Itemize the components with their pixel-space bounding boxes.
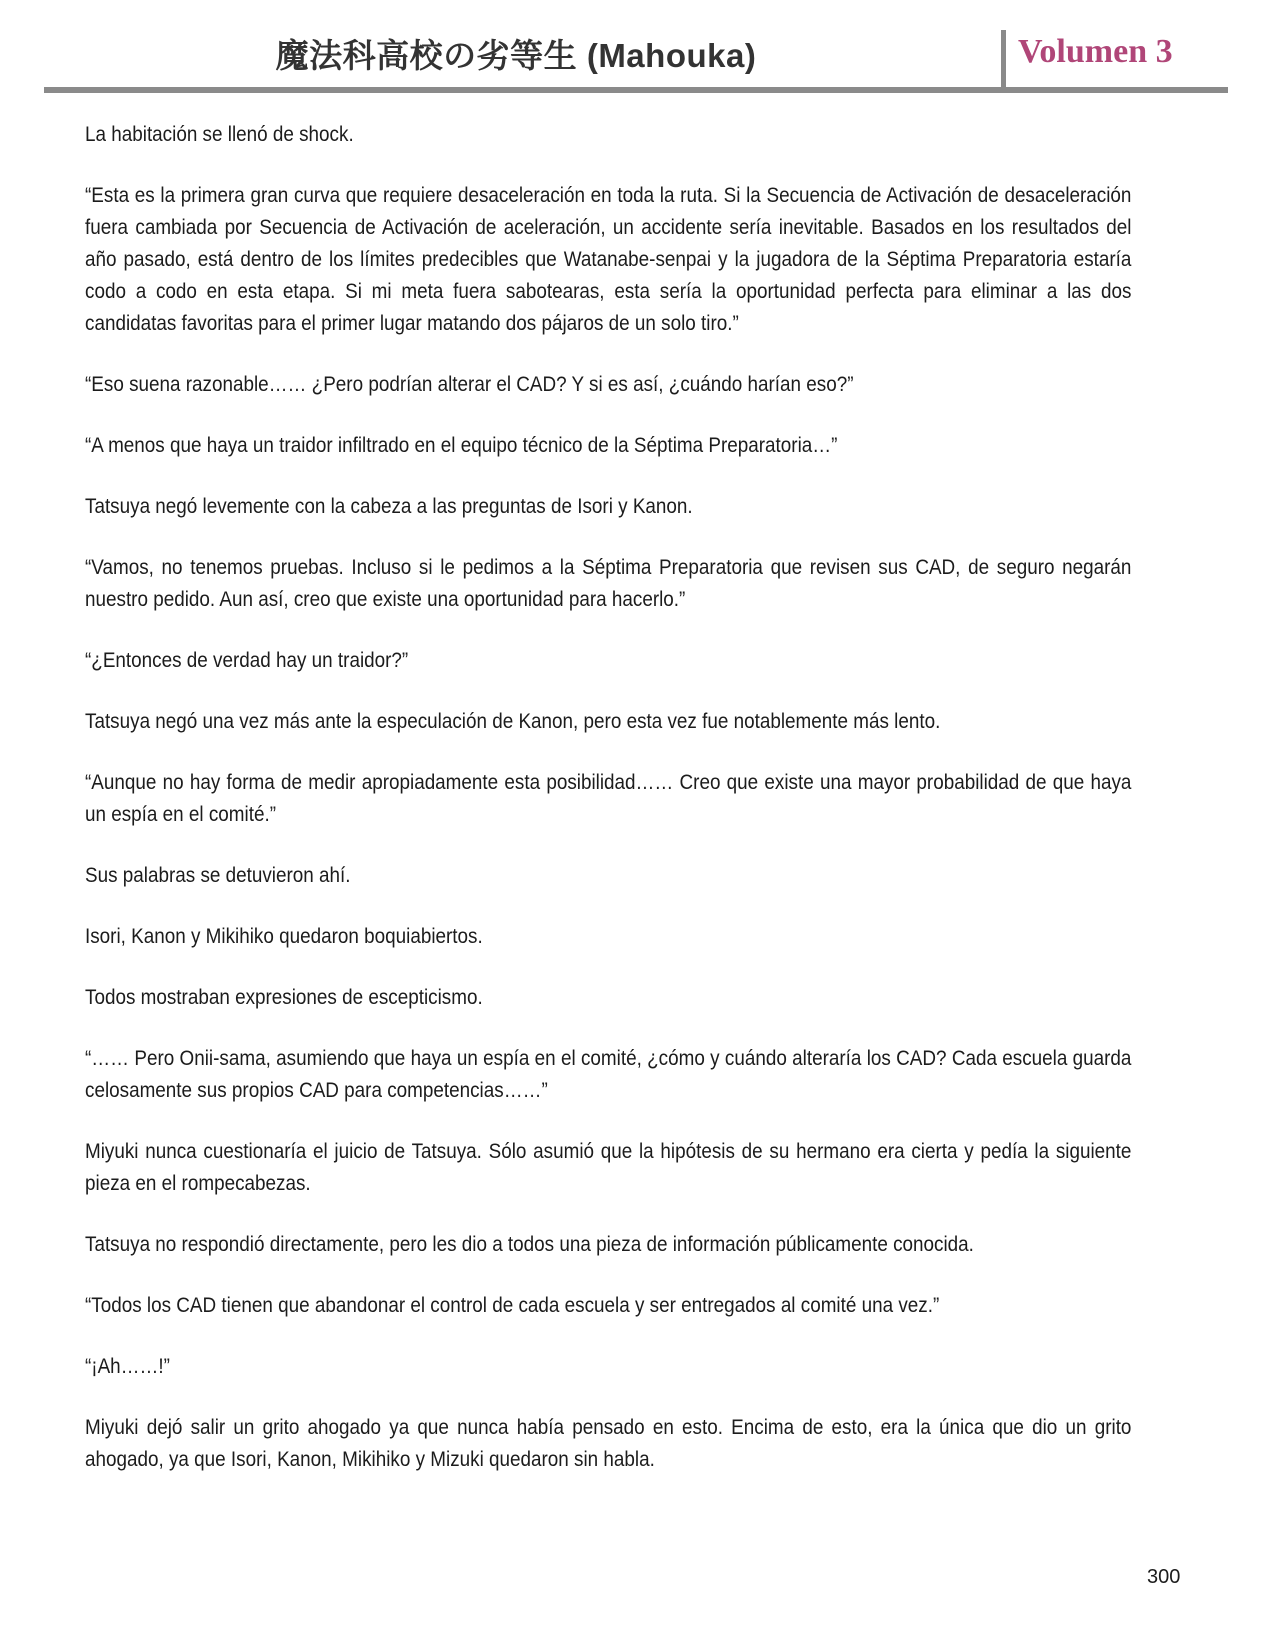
document-title: 魔法科高校の劣等生 (Mahouka) [275,37,757,74]
paragraph: Isori, Kanon y Mikihiko quedaron boquiabiertos. [85,925,483,948]
page-header [0,0,1275,95]
paragraph: “A menos que haya un traidor infiltrado en el equipo técnico de la Séptima Preparatoria…” [85,434,838,457]
page-body [85,119,1131,1476]
header-vertical-divider [1001,30,1006,92]
paragraph: “Eso suena razonable…… ¿Pero podrían alterar el CAD? Y si es así, ¿cuándo harían eso?” [85,373,854,396]
volume-label: Volumen 3 [1018,33,1173,70]
paragraph: “Aunque no hay forma de medir apropiadamente esta posibilidad…… Creo que existe una mayor probabilidad de que haya un espía en el comité.” [85,771,1132,826]
paragraph: Tatsuya no respondió directamente, pero les dio a todos una pieza de información públicamente conocida. [85,1233,974,1256]
paragraph: “Vamos, no tenemos pruebas. Incluso si le pedimos a la Séptima Preparatoria que revisen sus CAD, de seguro negarán nuestro pedido. Aun así, creo que existe una oportunidad para hacerlo.” [85,556,1132,611]
paragraph: Sus palabras se detuvieron ahí. [85,864,351,887]
paragraph: “Esta es la primera gran curva que requiere desaceleración en toda la ruta. Si la Secuencia de Activación de desaceleración fuera cambiada por Secuencia de Activación de aceleración, un accidente sería inevitable. Basados en los resultados del año pasado, está dentro de los límites predecibles que Watanabe-senpai y la jugadora de la Séptima Preparatoria estaría codo a codo en esta etapa. Si mi meta fuera sabotearas, esta sería la oportunidad perfecta para eliminar a las dos candidatas favoritas para el primer lugar matando dos pájaros de un solo tiro.” [85,184,1132,335]
paragraph: Miyuki dejó salir un grito ahogado ya que nunca había pensado en esto. Encima de esto, era la única que dio un grito ahogado, ya que Isori, Kanon, Mikihiko y Mizuki quedaron sin habla. [85,1416,1132,1471]
paragraph: Todos mostraban expresiones de escepticismo. [85,986,483,1009]
paragraph: La habitación se llenó de shock. [85,123,354,146]
header-rule [44,87,1228,93]
paragraph: Tatsuya negó levemente con la cabeza a las preguntas de Isori y Kanon. [85,495,693,518]
paragraph: “¡Ah……!” [85,1355,170,1378]
paragraph: “¿Entonces de verdad hay un traidor?” [85,649,409,672]
paragraph: Miyuki nunca cuestionaría el juicio de Tatsuya. Sólo asumió que la hipótesis de su hermano era cierta y pedía la siguiente pieza en el rompecabezas. [85,1140,1132,1195]
page-number: 300 [1147,1566,1181,1588]
paragraph: “…… Pero Onii-sama, asumiendo que haya un espía en el comité, ¿cómo y cuándo alteraría los CAD? Cada escuela guarda celosamente sus propios CAD para competencias……” [85,1047,1132,1102]
paragraph: Tatsuya negó una vez más ante la especulación de Kanon, pero esta vez fue notablemente más lento. [85,710,941,733]
paragraph: “Todos los CAD tienen que abandonar el control de cada escuela y ser entregados al comité una vez.” [85,1294,940,1317]
